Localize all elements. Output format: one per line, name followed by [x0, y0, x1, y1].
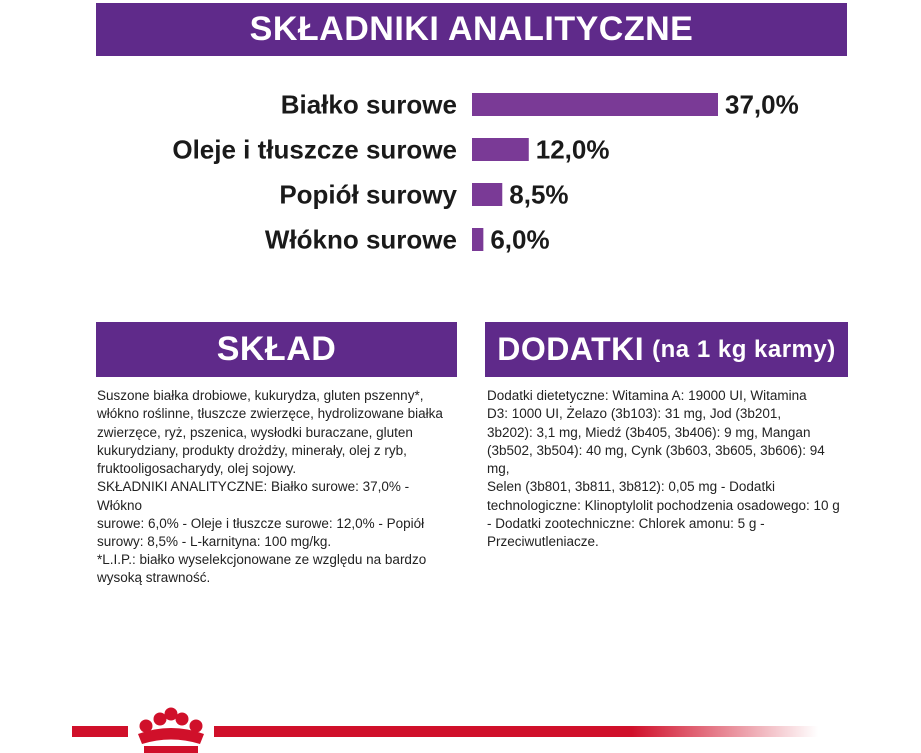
category-label: Włókno surowe — [264, 224, 457, 255]
sklad-line: surowy: 8,5% - L-karnityna: 100 mg/kg. — [97, 534, 332, 550]
dodatki-banner — [485, 322, 848, 377]
category-label: Oleje i tłuszcze surowe — [172, 134, 457, 165]
sklad-note-line: *L.I.P.: białko wyselekcjonowane ze względu na bardzo — [97, 552, 427, 567]
sklad-note — [97, 551, 447, 588]
crown-logo-icon — [128, 708, 214, 753]
bar — [472, 138, 529, 161]
dodatki-line: Selen (3b801, 3b811, 3b812): 0,05 mg - Dodatki — [487, 479, 775, 495]
category-label: Białko surowe — [280, 89, 457, 120]
dodatki-line: D3: 1000 UI, Żelazo (3b103): 31 mg, Jod (3b201, — [487, 406, 782, 422]
sklad-banner — [96, 322, 457, 377]
bar — [472, 228, 483, 251]
sklad-line: Suszone białka drobiowe, kukurydza, gluten pszenny*, — [97, 388, 424, 403]
category-label: Popiół surowy — [279, 179, 457, 210]
footer-brand-strip — [0, 700, 921, 753]
sklad-line: zwierzęce, ryż, pszenica, wysłodki buraczane, gluten — [97, 424, 413, 440]
sklad-line: SKŁADNIKI ANALITYCZNE: Białko surowe: 37,0% - Włókno — [97, 479, 410, 513]
value-label: 12,0% — [535, 134, 610, 165]
bar — [472, 183, 502, 206]
dodatki-line: - Dodatki zootechniczne: Chlorek amonu: 5 g - — [487, 516, 765, 532]
analytical-bar-chart — [0, 80, 921, 270]
bar — [472, 93, 718, 116]
dodatki-subtitle: (na 1 kg karmy) — [652, 335, 836, 363]
sklad-text — [97, 387, 447, 552]
sklad-line: włókno roślinne, tłuszcze zwierzęce, hydrolizowane białka — [97, 406, 443, 422]
dodatki-text — [487, 387, 843, 552]
dodatki-line: (3b502, 3b504): 40 mg, Cynk (3b603, 3b605, 3b606): 94 mg, — [487, 442, 825, 477]
dodatki-line: technologiczne: Klinoptylolit pochodzenia osadowego: 10 g — [487, 497, 840, 513]
sklad-title: SKŁAD — [216, 330, 337, 368]
value-label: 8,5% — [509, 179, 569, 210]
sklad-line: surowe: 6,0% - Oleje i tłuszcze surowe: 12,0% - Popiół — [97, 516, 425, 532]
dodatki-title: DODATKI — [497, 331, 645, 367]
analytical-title-banner — [96, 3, 847, 56]
sklad-note-line: wysoką strawność. — [97, 570, 211, 586]
value-label: 6,0% — [490, 224, 550, 255]
dodatki-line: 3b202): 3,1 mg, Miedź (3b405, 3b406): 9 mg, Mangan — [487, 424, 811, 440]
analytical-title: SKŁADNIKI ANALITYCZNE — [249, 10, 694, 48]
sklad-line: kukurydziany, produkty drożdży, minerały, olej z ryb, — [97, 442, 407, 458]
value-label: 37,0% — [725, 89, 799, 120]
dodatki-line: Przeciwutleniacze. — [487, 534, 599, 550]
sklad-line: fruktooligosacharydy, olej sojowy. — [97, 461, 297, 477]
dodatki-line: Dodatki dietetyczne: Witamina A: 19000 UI, Witamina — [487, 388, 807, 403]
